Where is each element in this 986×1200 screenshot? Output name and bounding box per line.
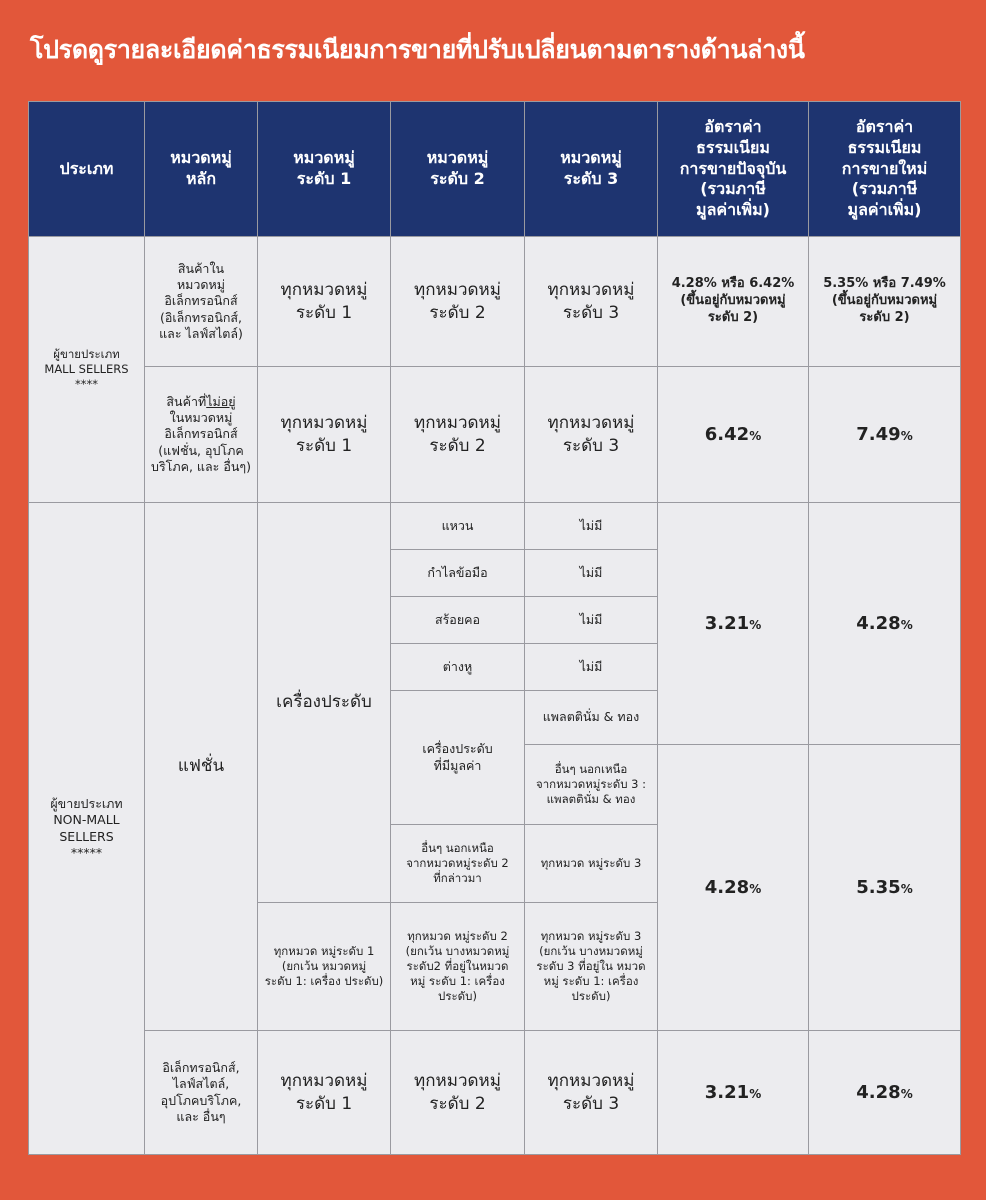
level3-cell: ไม่มี — [525, 644, 658, 691]
current-rate-cell — [658, 367, 809, 503]
rate-value: 5.35 — [856, 876, 901, 898]
table-row — [29, 503, 961, 550]
new-rate-cell — [809, 1031, 961, 1155]
level3-cell: ทุกหมวดหมู่ ระดับ 3 — [525, 237, 658, 367]
seller-type-mall: ผู้ขายประเภท MALL SELLERS **** — [29, 237, 145, 503]
percent-sign: % — [749, 1086, 762, 1101]
level2-cell: เครื่องประดับ ที่มีมูลค่า — [391, 691, 525, 825]
header-level3: หมวดหมู่ ระดับ 3 — [525, 102, 658, 237]
level1-cell: ทุกหมวดหมู่ ระดับ 1 — [258, 237, 391, 367]
header-type: ประเภท — [29, 102, 145, 237]
header-new-rate: อัตราค่า ธรรมเนียม การขายใหม่ (รวมภาษี มูลค่าเพิ่ม) — [809, 102, 961, 237]
main-category-fashion: แฟชั่น — [145, 503, 258, 1031]
percent-sign: % — [900, 881, 913, 896]
new-rate-cell — [809, 745, 961, 1031]
new-rate-cell — [809, 367, 961, 503]
level1-cell: ทุกหมวดหมู่ ระดับ 1 — [258, 1031, 391, 1155]
percent-sign: % — [900, 617, 913, 632]
percent-sign: % — [749, 428, 762, 443]
level2-cell: อื่นๆ นอกเหนือ จากหมวดหมู่ระดับ 2 ที่กล่าวมา — [391, 825, 525, 903]
level3-cell: ทุกหมวดหมู่ ระดับ 3 — [525, 367, 658, 503]
level1-jewelry: เครื่องประดับ — [258, 503, 391, 903]
level2-cell: ทุกหมวดหมู่ ระดับ 2 — [391, 1031, 525, 1155]
header-current-rate: อัตราค่า ธรรมเนียม การขายปัจจุบัน (รวมภาษี มูลค่าเพิ่ม) — [658, 102, 809, 237]
level2-cell: แหวน — [391, 503, 525, 550]
current-rate-cell — [658, 1031, 809, 1155]
main-category-text: สินค้าที่ — [166, 393, 207, 409]
percent-sign: % — [900, 428, 913, 443]
table-row — [29, 367, 961, 503]
main-category-cell: สินค้าใน หมวดหมู่ อิเล็กทรอนิกส์ (อิเล็กทรอนิกส์, และ ไลฟ์สไตล์) — [145, 237, 258, 367]
percent-sign: % — [749, 617, 762, 632]
level3-cell: แพลตตินั่ม & ทอง — [525, 691, 658, 745]
level2-cell: ทุกหมวดหมู่ ระดับ 2 — [391, 237, 525, 367]
seller-type-nonmall: ผู้ขายประเภท NON-MALL SELLERS ***** — [29, 503, 145, 1155]
level2-cell: ทุกหมวดหมู่ ระดับ 2 — [391, 367, 525, 503]
rate-value: 3.21 — [704, 1081, 750, 1103]
main-category-text: ในหมวดหมู่ อิเล็กทรอนิกส์ (แฟชั่น, อุปโภค บริโภค, และ อื่นๆ) — [151, 410, 251, 474]
main-category-cell — [145, 367, 258, 503]
new-rate-cell — [809, 503, 961, 745]
level2-cell: ต่างหู — [391, 644, 525, 691]
current-rate-cell: 4.28% หรือ 6.42% (ขึ้นอยู่กับหมวดหมู่ ระดับ 2) — [658, 237, 809, 367]
level3-cell: ไม่มี — [525, 550, 658, 597]
rate-value: 4.28 — [856, 1081, 901, 1103]
level2-cell: สร้อยคอ — [391, 597, 525, 644]
main-category-underlined: ไม่อยู่ — [206, 393, 236, 409]
level3-cell: ไม่มี — [525, 503, 658, 550]
level3-cell: ทุกหมวด หมู่ระดับ 3 (ยกเว้น บางหมวดหมู่ ระดับ 3 ที่อยู่ใน หมวด หมู่ ระดับ 1: เครื่อง ประดับ) — [525, 903, 658, 1031]
level1-cell: ทุกหมวดหมู่ ระดับ 1 — [258, 367, 391, 503]
level3-cell: ทุกหมวดหมู่ ระดับ 3 — [525, 1031, 658, 1155]
level2-cell: กำไลข้อมือ — [391, 550, 525, 597]
rate-value: 3.21 — [704, 612, 750, 634]
percent-sign: % — [900, 1086, 913, 1101]
table-row — [29, 1031, 961, 1155]
header-level2: หมวดหมู่ ระดับ 2 — [391, 102, 525, 237]
level1-cell: ทุกหมวด หมู่ระดับ 1 (ยกเว้น หมวดหมู่ ระดับ 1: เครื่อง ประดับ) — [258, 903, 391, 1031]
level2-cell: ทุกหมวด หมู่ระดับ 2 (ยกเว้น บางหมวดหมู่ ระดับ2 ที่อยู่ในหมวด หมู่ ระดับ 1: เครื่อง ประดับ) — [391, 903, 525, 1031]
main-category-cell: อิเล็กทรอนิกส์, ไลฟ์สไตล์, อุปโภคบริโภค, และ อื่นๆ — [145, 1031, 258, 1155]
level3-cell: อื่นๆ นอกเหนือ จากหมวดหมู่ระดับ 3 : แพลตตินั่ม & ทอง — [525, 745, 658, 825]
header-level1: หมวดหมู่ ระดับ 1 — [258, 102, 391, 237]
percent-sign: % — [749, 881, 762, 896]
fee-table — [28, 101, 961, 1155]
level3-cell: ทุกหมวด หมู่ระดับ 3 — [525, 825, 658, 903]
header-row — [29, 102, 961, 237]
rate-value: 7.49 — [856, 423, 901, 445]
rate-value: 4.28 — [856, 612, 901, 634]
table-row — [29, 237, 961, 367]
new-rate-cell: 5.35% หรือ 7.49% (ขึ้นอยู่กับหมวดหมู่ ระดับ 2) — [809, 237, 961, 367]
rate-value: 4.28 — [704, 876, 750, 898]
header-main-category: หมวดหมู่ หลัก — [145, 102, 258, 237]
page-title: โปรดดูรายละเอียดค่าธรรมเนียมการขายที่ปรับเปลี่ยนตามตารางด้านล่างนี้ — [30, 35, 805, 64]
current-rate-cell — [658, 503, 809, 745]
current-rate-cell — [658, 745, 809, 1031]
level3-cell: ไม่มี — [525, 597, 658, 644]
rate-value: 6.42 — [704, 423, 750, 445]
